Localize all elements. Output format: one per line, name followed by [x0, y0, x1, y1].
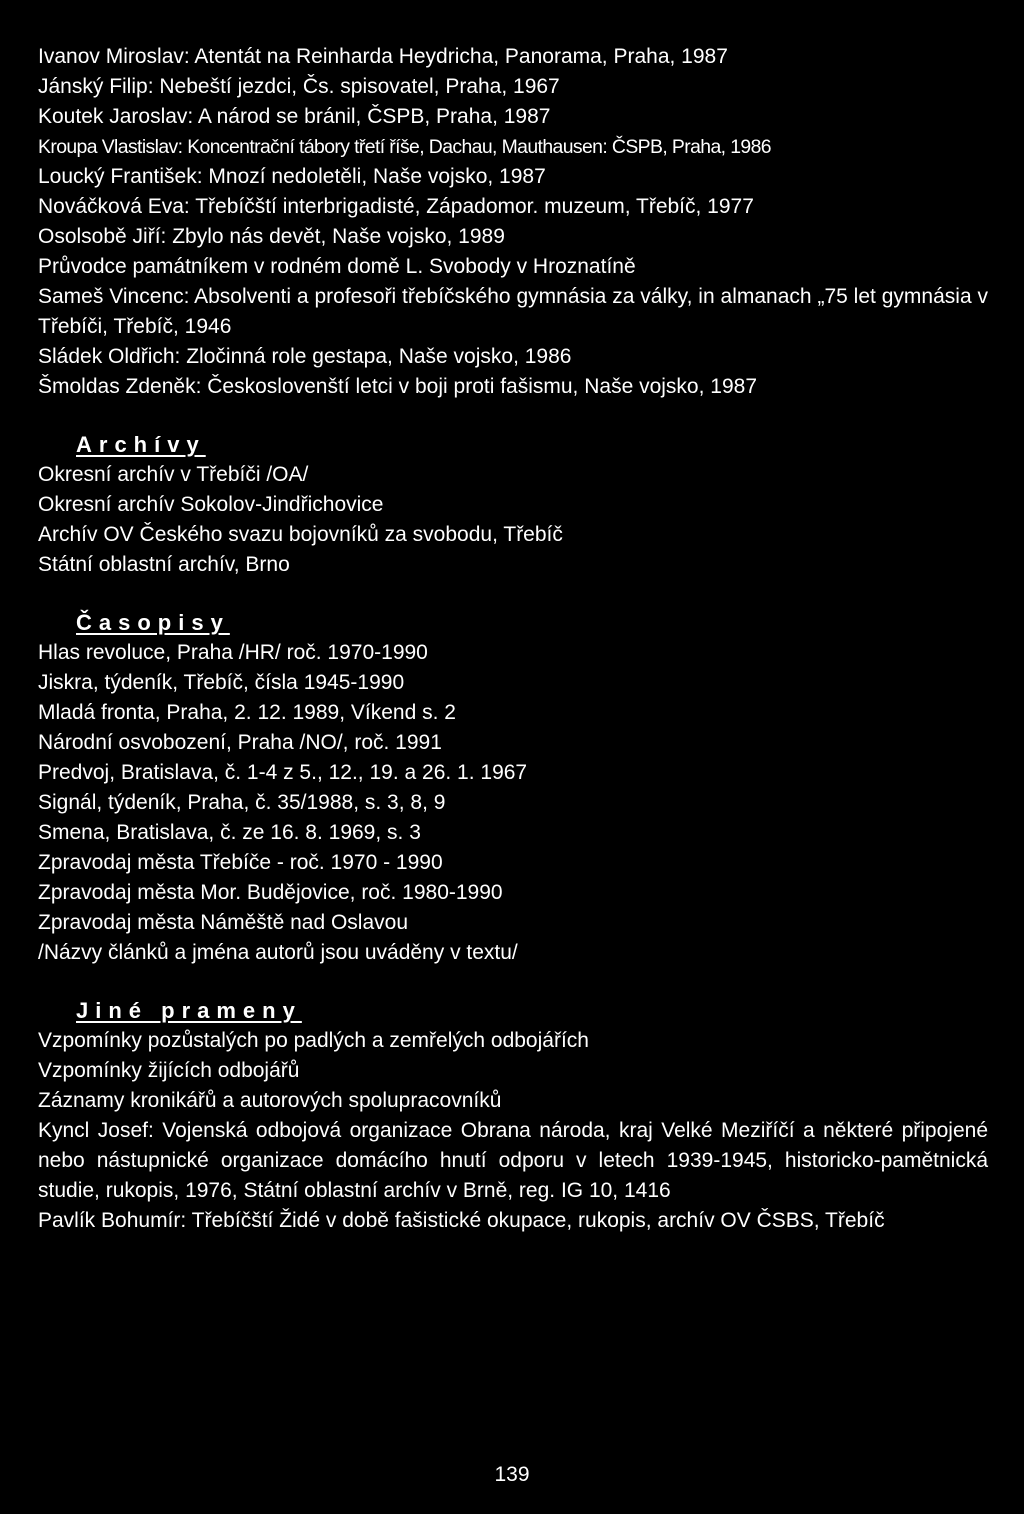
- list-item: /Názvy článků a jména autorů jsou uváděny v textu/: [38, 941, 518, 964]
- list-item: Národní osvobození, Praha /NO/, roč. 1991: [38, 731, 442, 754]
- other-sources-list: [38, 1026, 988, 1236]
- list-item: Záznamy kronikářů a autorových spolupracovníků: [38, 1089, 502, 1112]
- list-item: Jiskra, týdeník, Třebíč, čísla 1945-1990: [38, 671, 405, 694]
- list-item: Jánský Filip: Nebeští jezdci, Čs. spisovatel, Praha, 1967: [38, 75, 560, 98]
- archives-list: [38, 460, 988, 580]
- list-item: Zpravodaj města Mor. Budějovice, roč. 1980-1990: [38, 881, 503, 904]
- list-item: Ivanov Miroslav: Atentát na Reinharda Heydricha, Panorama, Praha, 1987: [38, 45, 728, 68]
- bibliography-page: [38, 42, 988, 1236]
- list-item: Vzpomínky pozůstalých po padlých a zemřelých odbojářích: [38, 1029, 589, 1052]
- list-item: Vzpomínky žijících odbojářů: [38, 1059, 300, 1082]
- list-item: Šmoldas Zdeněk: Českoslovenští letci v boji proti fašismu, Naše vojsko, 1987: [38, 375, 757, 398]
- literature-list: [38, 42, 988, 402]
- list-item: Loucký František: Mnozí nedoletěli, Naše vojsko, 1987: [38, 165, 546, 188]
- list-item: Zpravodaj města Náměště nad Oslavou: [38, 911, 409, 934]
- section-heading-other-sources: Jiné prameny: [76, 998, 302, 1023]
- list-item: Mladá fronta, Praha, 2. 12. 1989, Víkend s. 2: [38, 701, 456, 724]
- list-item: Státní oblastní archív, Brno: [38, 553, 290, 576]
- list-item: Smena, Bratislava, č. ze 16. 8. 1969, s. 3: [38, 821, 421, 844]
- list-item: Okresní archív Sokolov-Jindřichovice: [38, 493, 384, 516]
- list-item: Kyncl Josef: Vojenská odbojová organizace Obrana národa, kraj Velké Meziříčí a některé připojené nebo nástupnické organizace domácího hnutí odporu v letech 1939-1945, historicko-pamětnická studie, rukopis, 1976, Státní oblastní archív v Brně, reg. IG 10, 1416: [38, 1119, 988, 1202]
- list-item: Kroupa Vlastislav: Koncentrační tábory třetí říše, Dachau, Mauthausen: ČSPB, Praha, 1986: [38, 136, 771, 158]
- page-number: 139: [494, 1463, 530, 1486]
- list-item: Signál, týdeník, Praha, č. 35/1988, s. 3, 8, 9: [38, 791, 446, 814]
- list-item: Sameš Vincenc: Absolventi a profesoři třebíčského gymnásia za války, in almanach „75 let gymnásia v Třebíči, Třebíč, 1946: [38, 285, 988, 338]
- list-item: Sládek Oldřich: Zločinná role gestapa, Naše vojsko, 1986: [38, 345, 572, 368]
- list-item: Zpravodaj města Třebíče - roč. 1970 - 1990: [38, 851, 443, 874]
- list-item: Koutek Jaroslav: A národ se bránil, ČSPB, Praha, 1987: [38, 105, 551, 128]
- list-item: Osolsobě Jiří: Zbylo nás devět, Naše vojsko, 1989: [38, 225, 505, 248]
- list-item: Průvodce památníkem v rodném domě L. Svobody v Hroznatíně: [38, 255, 636, 278]
- list-item: Pavlík Bohumír: Třebíčští Židé v době fašistické okupace, rukopis, archív OV ČSBS, Třebíč: [38, 1209, 885, 1232]
- list-item: Nováčková Eva: Třebíčští interbrigadisté, Západomor. muzeum, Třebíč, 1977: [38, 195, 754, 218]
- section-heading-periodicals: Časopisy: [76, 610, 230, 635]
- list-item: Hlas revoluce, Praha /HR/ roč. 1970-1990: [38, 641, 428, 664]
- section-heading-archives: Archívy: [76, 432, 206, 457]
- list-item: Archív OV Českého svazu bojovníků za svobodu, Třebíč: [38, 523, 563, 546]
- list-item: Okresní archív v Třebíči /OA/: [38, 463, 309, 486]
- periodicals-list: [38, 638, 988, 968]
- list-item: Predvoj, Bratislava, č. 1-4 z 5., 12., 19. a 26. 1. 1967: [38, 761, 528, 784]
